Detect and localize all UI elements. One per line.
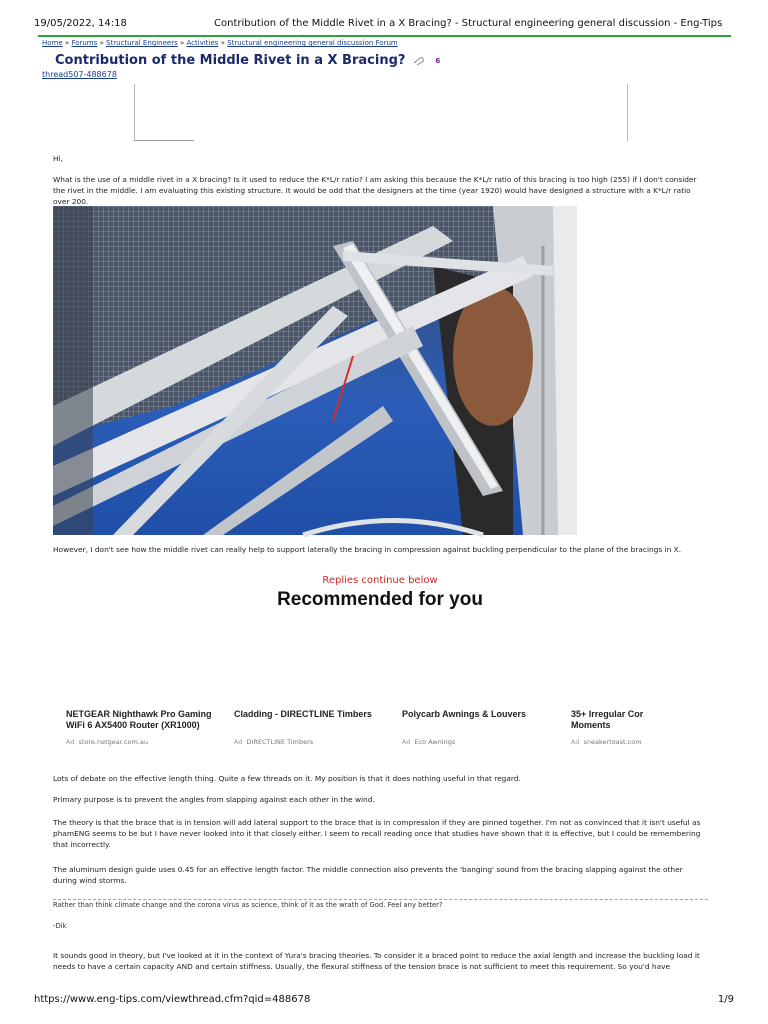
breadcrumb-home[interactable]: Home [42,39,63,47]
ad-title[interactable]: Cladding - DIRECTLINE Timbers [234,709,372,719]
reply-paragraph: The theory is that the brace that is in tension will add lateral support to the brace that is in compression if they are pinned together. I'm not as convinced that it isn't useful as phamENG seems to be but I have never looked into it that closely either. I seem to recall reading once that studies have shown that it is effective, but I could be remembering that incorrectly. [53,818,701,849]
breadcrumb-forum[interactable]: Structural engineering general discussion Forum [227,39,398,47]
ad-label: Ad [66,738,75,746]
thread-id-link[interactable]: thread507-488678 [42,70,117,79]
print-footer [34,994,734,1005]
print-url: https://www.eng-tips.com/viewthread.cfm?qid=488678 [34,994,311,1005]
ad-frame-bottom [134,140,194,141]
ad-card[interactable] [571,709,655,746]
print-page-number: 1/9 [717,994,734,1005]
breadcrumb-separator: » [99,39,104,47]
breadcrumb-forums[interactable]: Forums [71,39,98,47]
breadcrumb-activities[interactable]: Activities [186,39,219,47]
breadcrumb-separator: » [179,39,185,47]
ad-title[interactable]: Polycarb Awnings & Louvers [402,709,527,719]
breadcrumb-structural-engineers[interactable]: Structural Engineers [106,39,178,47]
header-divider [38,35,731,37]
attachment-icon [413,57,425,65]
signature-name: -Dik [53,922,67,930]
post-greeting: Hi, [53,154,63,163]
print-datetime: 19/05/2022, 14:18 [34,18,127,29]
thread-title-row [55,53,440,68]
ad-source [571,738,642,746]
signature-text: Rather than think climate change and the corona virus as science, think of it as the wrath of God. Feel any better? [53,901,443,909]
ad-title[interactable]: NETGEAR Nighthawk Pro Gaming WiFi 6 AX5400 Router (XR1000) [66,709,212,730]
bracing-photo [53,206,577,535]
breadcrumb [42,39,398,47]
replies-continue-note: Replies continue below [322,575,438,586]
ad-source-name: Eco Awnings [414,738,456,746]
print-header [34,18,734,29]
reply-count-badge: 6 [435,56,441,65]
signature-divider [53,899,708,900]
ad-source [234,738,313,746]
reply-paragraph: It sounds good in theory, but I've looked at it in the context of Yura's bracing theories. To consider it a braced point to reduce the axial length and increase the buckling load it needs to have a certain capacity AND and certain stiffness. Usually, the flexural stiffness of the tension brace is not sufficient to meet this requirement. So you'd have [53,951,700,971]
post-followup: However, I don't see how the middle rivet can really help to support laterally the bracing in compression against buckling perpendicular to the plane of the bracings in X. [53,545,682,554]
ad-card[interactable] [66,709,226,746]
ad-title[interactable]: 35+ Irregular Cor Moments [571,709,644,730]
ad-card[interactable] [402,709,562,746]
reply-paragraph: Lots of debate on the effective length thing. Quite a few threads on it. My position is that it does nothing useful in that regard. [53,774,521,783]
thread-title: Contribution of the Middle Rivet in a X Bracing? [55,53,406,68]
ad-label: Ad [234,738,243,746]
ad-source [402,738,455,746]
breadcrumb-separator: » [220,39,225,47]
recommended-heading: Recommended for you [277,589,483,610]
ad-card[interactable] [234,709,394,746]
ad-source [66,738,148,746]
breadcrumb-separator: » [64,39,70,47]
ad-source-name: store.netgear.com.au [78,738,148,746]
post-body: What is the use of a middle rivet in a X bracing? Is it used to reduce the K*L/r ratio? I am asking this because the K*L/r ratio of this bracing is too high (255) if I don't consider the rivet in the middle. I am evaluating this existing structure. It would be odd that the designers at the time (year 1920) would have designed a structure with a K*L/r ratio over 200. [53,175,697,206]
ad-frame-left [134,84,135,141]
ad-source-name: DIRECTLINE Timbers [246,738,314,746]
ad-source-name: sneakertoast.com [583,738,642,746]
ad-frame-right [627,84,628,141]
reply-paragraph: Primary purpose is to prevent the angles from slapping against each other in the wind. [53,795,375,804]
ad-label: Ad [571,738,580,746]
print-page-title: Contribution of the Middle Rivet in a X Bracing? - Structural engineering general discussion - Eng-Tips [214,18,723,29]
reply-paragraph: The aluminum design guide uses 0.45 for an effective length factor. The middle connection also prevents the 'banging' sound from the bracing slapping against the other during wind storms. [53,865,683,885]
ad-label: Ad [402,738,411,746]
